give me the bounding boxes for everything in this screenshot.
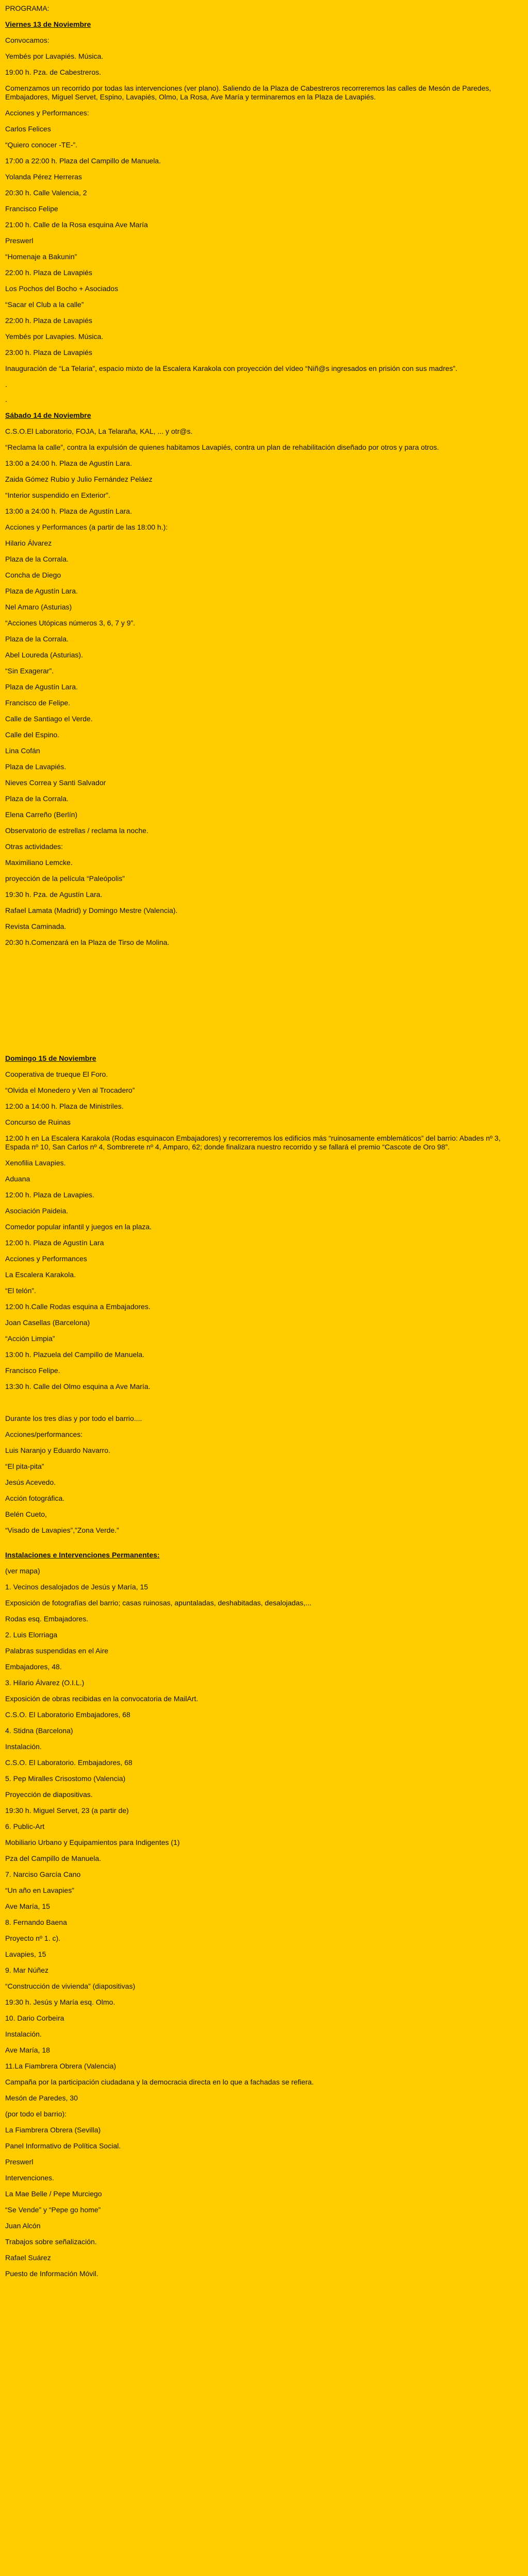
text-line: “Homenaje a Bakunin” [5, 252, 77, 261]
text-line: “Olvida el Monedero y Ven al Trocadero” [5, 1086, 135, 1094]
text-line: “Sin Exagerar”. [5, 667, 54, 675]
text-line: Lavapies, 15 [5, 1950, 46, 1958]
text-line: Carlos Felices [5, 125, 51, 133]
text-line: Rafael Suárez [5, 2253, 51, 2262]
text-line: 13:00 a 24:00 h. Plaza de Agustín Lara. [5, 459, 132, 467]
text-line: Lina Cofán [5, 747, 40, 755]
text-line: La Mae Belle / Pepe Murciego [5, 2190, 102, 2198]
text-line: 13:30 h. Calle del Olmo esquina a Ave María. [5, 1382, 151, 1391]
text-line: 20:30 h.Comenzará en la Plaza de Tirso de Molina. [5, 938, 170, 946]
text-line: 12:00 a 14:00 h. Plaza de Ministriles. [5, 1102, 124, 1110]
text-line: La Fiambrera Obrera (Sevilla) [5, 2126, 101, 2134]
text-line: Exposición de obras recibidas en la convocatoria de MailArt. [5, 1694, 199, 1703]
text-line: Mesón de Paredes, 30 [5, 2094, 78, 2102]
text-line: Aduana [5, 1175, 30, 1183]
text-line: 1. Vecinos desalojados de Jesús y María, 15 [5, 1583, 148, 1591]
text-line: Rafael Lamata (Madrid) y Domingo Mestre (Valencia). [5, 906, 178, 914]
text-line: (ver mapa) [5, 1567, 40, 1575]
text-line: 13:00 h. Plazuela del Campillo de Manuela. [5, 1350, 145, 1359]
heading-domingo: Domingo 15 de Noviembre [5, 1054, 96, 1062]
text-line: Palabras suspendidas en el Aire [5, 1647, 109, 1655]
program-label: PROGRAMA: [5, 4, 50, 12]
text-line: Acciones y Performances: [5, 109, 89, 117]
text-line: 19:00 h. Pza. de Cabestreros. [5, 68, 101, 76]
domingo-list-extra [5, 1407, 523, 1535]
section-instalaciones [5, 1551, 523, 2278]
text-line: Calle de Santiago el Verde. [5, 715, 93, 723]
text-line: Pza del Campillo de Manuela. [5, 1854, 101, 1862]
text-line: Concha de Diego [5, 571, 61, 579]
section-sabado [5, 411, 523, 947]
text-line: 22:00 h. Plaza de Lavapiés [5, 268, 92, 277]
text-line: Trabajos sobre señalización. [5, 2238, 97, 2246]
text-line: “Acción Limpia” [5, 1334, 55, 1343]
text-line: Francisco Felipe [5, 205, 58, 213]
text-line: Nel Amaro (Asturias) [5, 603, 72, 611]
text-line: Plaza de Agustín Lara. [5, 587, 78, 595]
text-line: Plaza de la Corrala. [5, 635, 69, 643]
text-line: Calle del Espino. [5, 731, 60, 739]
text-line: C.S.O. El Laboratorio. Embajadores, 68 [5, 1758, 133, 1767]
text-line: 12:00 h. Plaza de Agustín Lara [5, 1239, 104, 1247]
text-line: 9. Mar Núñez [5, 1966, 49, 1974]
section-viernes [5, 20, 523, 404]
text-line: “Se Vende” y “Pepe go home” [5, 2206, 101, 2214]
text-line: Acciones y Performances [5, 1255, 87, 1263]
text-line: Abel Loureda (Asturias). [5, 651, 83, 659]
text-line: 19:30 h. Pza. de Agustín Lara. [5, 890, 103, 899]
text-line: Convocamos: [5, 36, 50, 44]
text-line: 22:00 h. Plaza de Lavapiés [5, 316, 92, 325]
text-line: Luis Naranjo y Eduardo Navarro. [5, 1446, 110, 1454]
text-line: Yolanda Pérez Herreras [5, 173, 82, 181]
text-line: Rodas esq. Embajadores. [5, 1615, 89, 1623]
text-line: Plaza de la Corrala. [5, 794, 69, 803]
text-line: Ave María, 18 [5, 2046, 50, 2054]
text-line: Joan Casellas (Barcelona) [5, 1318, 90, 1327]
text-line: “Un año en Lavapies” [5, 1886, 74, 1894]
text-line: 19:30 h. Miguel Servet, 23 (a partir de) [5, 1806, 129, 1815]
instalaciones-list [5, 1560, 523, 2278]
text-line: 8. Fernando Baena [5, 1918, 67, 1926]
text-line: 3. Hilario Álvarez (O.I.L.) [5, 1679, 85, 1687]
text-line: Yembés por Lavapiés. Música. [5, 52, 104, 60]
text-line: 7. Narciso García Cano [5, 1870, 81, 1878]
text-line: “Acciones Utópicas números 3, 6, 7 y 9”. [5, 619, 136, 627]
text-line: Otras actividades: [5, 842, 63, 851]
text-line: Intervenciones. [5, 2174, 54, 2182]
text-line: Francisco Felipe. [5, 1366, 60, 1375]
text-line: C.S.O.El Laboratorio, FOJA, La Telaraña, KAL, ... y otr@s. [5, 427, 193, 435]
text-line: 6. Public-Art [5, 1822, 45, 1831]
text-line: 21:00 h. Calle de la Rosa esquina Ave María [5, 221, 148, 229]
text-line: 12:00 h en La Escalera Karakola (Rodas esquinacon Embajadores) y recorreremos los edificios más “ruinosamente emblemáticos” del barrio: Abades nº 3, Espada nº 10, San Carlos nº 4, Sombrerete nº 4, Amparo, 62; donde finalizara nuestro recorrido y se fallará el premio “Cascote de Oro 98”. [5, 1134, 501, 1151]
text-line: Proyección de diapositivas. [5, 1790, 93, 1799]
text-line: Acción fotográfica. [5, 1494, 65, 1502]
text-line: 12:00 h. Plaza de Lavapies. [5, 1191, 94, 1199]
text-line: Observatorio de estrellas / reclama la noche. [5, 826, 148, 835]
heading-sabado: Sábado 14 de Noviembre [5, 411, 91, 419]
text-line: “El telón”. [5, 1286, 36, 1295]
text-line: 5. Pep Miralles Crisostomo (Valencia) [5, 1774, 126, 1783]
separator-dot: . [5, 380, 7, 388]
text-line: Yembés por Lavapies. Música. [5, 332, 104, 341]
text-line: Nieves Correa y Santi Salvador [5, 778, 106, 787]
text-line: Elena Carreño (Berlín) [5, 810, 78, 819]
text-line: Embajadores, 48. [5, 1663, 62, 1671]
text-line: 20:30 h. Calle Valencia, 2 [5, 189, 87, 197]
text-line: (por todo el barrio): [5, 2110, 67, 2118]
heading-viernes: Viernes 13 de Noviembre [5, 20, 91, 28]
text-line: 23:00 h. Plaza de Lavapiés [5, 348, 92, 357]
text-line: Concurso de Ruinas [5, 1118, 71, 1126]
text-line: Zaida Gómez Rubio y Julio Fernández Peláez [5, 475, 153, 483]
section-domingo [5, 1054, 523, 1535]
text-line: Campaña por la participación ciudadana y la democracia directa en lo que a fachadas se refiera. [5, 2078, 314, 2086]
text-line: Revista Caminada. [5, 922, 67, 930]
text-line: Instalación. [5, 1742, 42, 1751]
text-line: Durante los tres días y por todo el barrio.... [5, 1414, 142, 1422]
text-line: Panel Informativo de Política Social. [5, 2142, 121, 2150]
text-line: 10. Dario Corbeira [5, 2014, 64, 2022]
text-line: Juan Alcón [5, 2222, 41, 2230]
text-line: “Visado de Lavapies”,”Zona Verde.” [5, 1526, 119, 1534]
text-line: Plaza de Agustín Lara. [5, 683, 78, 691]
text-line: “Construcción de vivienda” (diapositivas) [5, 1982, 136, 1990]
text-line: Comenzamos un recorrido por todas las intervenciones (ver plano). Saliendo de la Plaza de Cabestreros recorreremos las calles de Mesón de Paredes, Embajadores, Miguel Servet, Espino, Lavapiés, Olmo, La Rosa, Ave María y terminaremos en la Plaza de Lavapiés. [5, 84, 491, 101]
text-line: Instalación. [5, 2030, 42, 2038]
text-line: Mobiliario Urbano y Equipamientos para Indigentes (1) [5, 1838, 180, 1846]
text-line: Plaza de Lavapiés. [5, 762, 67, 771]
text-line: Francisco de Felipe. [5, 699, 71, 707]
text-line: Belén Cueto, [5, 1510, 47, 1518]
text-line: Comedor popular infantil y juegos en la plaza. [5, 1223, 152, 1231]
separator-dot: . [5, 395, 7, 403]
text-line: Ave María, 15 [5, 1902, 50, 1910]
text-line: Asociación Paideia. [5, 1207, 69, 1215]
text-line: Los Pochos del Bocho + Asociados [5, 284, 119, 293]
text-line: La Escalera Karakola. [5, 1270, 76, 1279]
text-line: “Quiero conocer -TE-”. [5, 141, 78, 149]
text-line: Acciones y Performances (a partir de las 18:00 h.): [5, 523, 168, 531]
text-line: Exposición de fotografías del barrio; casas ruinosas, apuntaladas, deshabitadas, desalojadas,... [5, 1599, 311, 1607]
sabado-list [5, 420, 523, 947]
text-line: 11.La Fiambrera Obrera (Valencia) [5, 2062, 117, 2070]
text-line: Plaza de la Corrala. [5, 555, 69, 563]
text-line: Proyecto nº 1. c). [5, 1934, 61, 1942]
text-line: Hilario Álvarez [5, 539, 52, 547]
heading-instalaciones: Instalaciones e Intervenciones Permanentes: [5, 1551, 160, 1559]
text-line: 2. Luis Elorriaga [5, 1631, 58, 1639]
text-line: Jesús Acevedo. [5, 1478, 56, 1486]
text-line: Cooperativa de trueque El Foro. [5, 1070, 108, 1078]
text-line: 4. Stidna (Barcelona) [5, 1726, 73, 1735]
text-line: Acciones/performances: [5, 1430, 83, 1438]
text-line: Puesto de Información Móvil. [5, 2269, 98, 2278]
text-line: Preswerl [5, 236, 34, 245]
text-line: Inauguración de “La Telaria”, espacio mixto de la Escalera Karakola con proyección del vídeo “Niñ@s ingresados en prisión con sus madres”. [5, 364, 457, 372]
text-line: 13:00 a 24:00 h. Plaza de Agustín Lara. [5, 507, 132, 515]
text-line: “Reclama la calle”, contra la expulsión de quienes habitamos Lavapiés, contra un plan de rehabilitación diseñado por otros y para otros. [5, 443, 439, 451]
text-line: “Interior suspendido en Exterior”. [5, 491, 110, 499]
text-line: proyección de la película “Paleópolis” [5, 874, 125, 883]
text-line: Maximiliano Lemcke. [5, 858, 73, 867]
text-line: “El pita-pita” [5, 1462, 44, 1470]
text-line: Preswerl [5, 2158, 34, 2166]
text-line: 19:30 h. Jesús y María esq. Olmo. [5, 1998, 116, 2006]
text-line: C.S.O. El Laboratorio Embajadores, 68 [5, 1710, 130, 1719]
text-line: Xenofilia Lavapies. [5, 1159, 66, 1167]
text-line: 17:00 a 22:00 h. Plaza del Campillo de Manuela. [5, 157, 161, 165]
text-line: “Sacar el Club a la calle” [5, 300, 84, 309]
viernes-list [5, 29, 523, 373]
domingo-list [5, 1063, 523, 1391]
text-line: 12:00 h.Calle Rodas esquina a Embajadores. [5, 1302, 151, 1311]
